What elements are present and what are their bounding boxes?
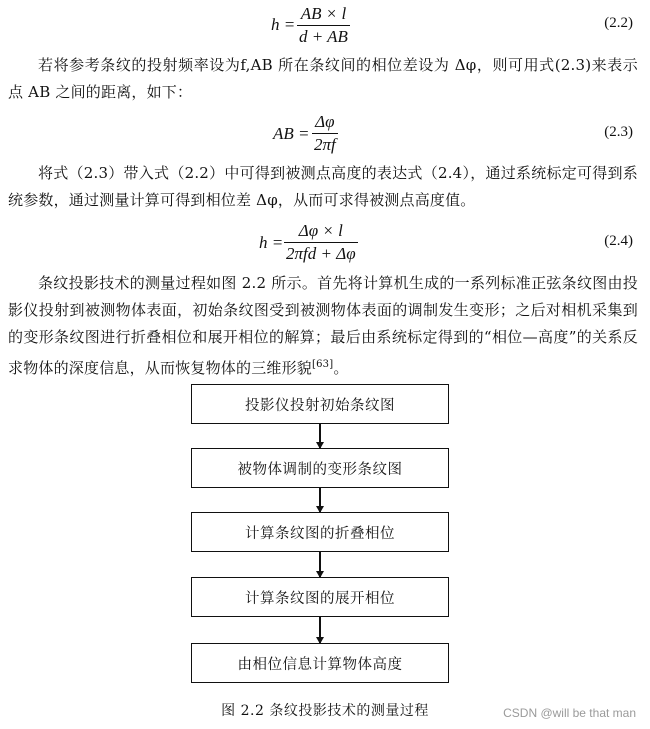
paragraph-3-text: 条纹投影技术的测量过程如图 2.2 所示。首先将计算机生成的一系列标准正弦条纹图由投影仪投射到被测物体表面，初始条纹图受到被测物体表面的调制发生变形；之后对相机采集到的变形条纹图进行折叠相位和展开相位的解算；最后由系统标定得到的“相位—高度”的关系反求物体的深度信息，从而恢复物体的三维形貌 <box>8 274 638 377</box>
eq-2-3-number: (2.3) <box>604 124 633 140</box>
flow-step-2: 被物体调制的变形条纹图 <box>191 448 449 488</box>
eq-2-3-denominator: 2πf <box>314 135 336 154</box>
eq-2-2-numerator: AB × l <box>300 4 347 23</box>
eq-2-4-numerator: Δφ × l <box>298 221 343 240</box>
flow-step-3: 计算条纹图的折叠相位 <box>191 512 449 552</box>
eq-2-4-denominator: 2πfd + Δφ <box>286 244 356 263</box>
eq-2-4-lhs: h = <box>259 233 284 252</box>
eq-2-2-lhs: h = <box>271 15 296 34</box>
eq-2-2-denominator: d + AB <box>299 27 348 46</box>
fraction-bar <box>312 133 338 134</box>
fraction-bar <box>297 25 350 26</box>
flow-arrow-4 <box>319 617 321 643</box>
figure-caption: 图 2.2 条纹投影技术的测量过程 <box>221 703 429 719</box>
csdn-watermark: CSDN @will be that man <box>503 706 636 720</box>
flow-arrow-1 <box>319 424 321 448</box>
paragraph-1: 若将参考条纹的投射频率设为f,AB 所在条纹间的相位差设为 Δφ，则可用式(2.3)来表示点 AB 之间的距离，如下： <box>8 56 638 101</box>
flow-arrow-3 <box>319 552 321 577</box>
paragraph-3 <box>8 270 638 382</box>
flow-step-5: 由相位信息计算物体高度 <box>191 643 449 683</box>
eq-2-4-fraction <box>284 221 358 264</box>
citation-ref: [63] <box>312 359 334 370</box>
flow-step-1: 投影仪投射初始条纹图 <box>191 384 449 424</box>
eq-2-3-numerator: Δφ <box>315 112 335 131</box>
paragraph-3-end: 。 <box>333 359 349 377</box>
fraction-bar <box>284 242 358 243</box>
eq-2-4-number: (2.4) <box>604 233 633 249</box>
eq-2-3-lhs: AB = <box>273 124 310 143</box>
flow-arrow-2 <box>319 488 321 512</box>
paragraph-2: 将式（2.3）带入式（2.2）中可得到被测点高度的表达式（2.4），通过系统标定可得到系统参数，通过测量计算可得到相位差 Δφ，从而可求得被测点高度值。 <box>8 164 638 209</box>
flow-step-4: 计算条纹图的展开相位 <box>191 577 449 617</box>
eq-2-2-number: (2.2) <box>604 15 633 31</box>
eq-2-3-fraction <box>312 112 338 155</box>
eq-2-2-fraction <box>297 4 350 47</box>
